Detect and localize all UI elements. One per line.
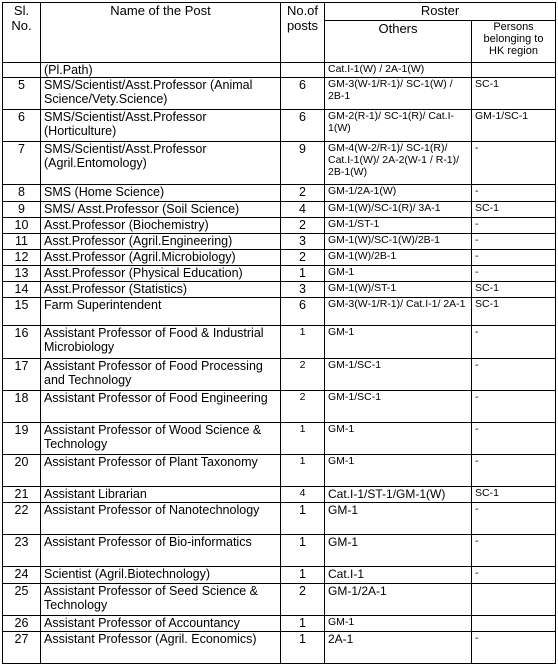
cell-roster-others: GM-1/SC-1 — [325, 359, 472, 391]
cell-sl-no: 15 — [3, 298, 41, 326]
table-row — [3, 282, 556, 298]
cell-no-of-posts: 6 — [281, 110, 325, 142]
cell-post-name: Assistant Professor of Food Processing and Technology — [41, 359, 281, 391]
cell-roster-others: GM-1/2A-1(W) — [325, 185, 472, 202]
cell-roster-others: GM-1 — [325, 535, 472, 567]
cell-hk-region — [472, 63, 556, 78]
cell-roster-others: GM-1(W)/ST-1 — [325, 282, 472, 298]
cell-sl-no: 13 — [3, 266, 41, 282]
cell-no-of-posts: 2 — [281, 391, 325, 423]
cell-no-of-posts: 2 — [281, 250, 325, 266]
cell-hk-region: - — [472, 359, 556, 391]
cell-hk-region: - — [472, 391, 556, 423]
cell-sl-no: 20 — [3, 455, 41, 487]
cell-hk-region — [472, 616, 556, 632]
cell-sl-no: 12 — [3, 250, 41, 266]
cell-roster-others: GM-1 — [325, 326, 472, 359]
table-row — [3, 185, 556, 202]
table-body — [3, 63, 556, 664]
cell-no-of-posts: 4 — [281, 202, 325, 218]
cell-hk-region: SC-1 — [472, 487, 556, 503]
cell-no-of-posts: 1 — [281, 326, 325, 359]
cell-roster-others: Cat.I-1(W) / 2A-1(W) — [325, 63, 472, 78]
cell-sl-no: 14 — [3, 282, 41, 298]
cell-no-of-posts: 3 — [281, 282, 325, 298]
cell-no-of-posts: 1 — [281, 455, 325, 487]
cell-hk-region: - — [472, 250, 556, 266]
table-row — [3, 218, 556, 234]
cell-roster-others: GM-2(R-1)/ SC-1(R)/ Cat.I-1(W) — [325, 110, 472, 142]
cell-sl-no: 26 — [3, 616, 41, 632]
header-sl-no: Sl. No. — [3, 3, 41, 63]
cell-no-of-posts: 6 — [281, 298, 325, 326]
table-header — [3, 3, 556, 63]
cell-hk-region: SC-1 — [472, 78, 556, 110]
table-row — [3, 359, 556, 391]
cell-hk-region: - — [472, 234, 556, 250]
cell-post-name: Asst.Professor (Statistics) — [41, 282, 281, 298]
cell-hk-region: - — [472, 423, 556, 455]
cell-roster-others: GM-1(W)/SC-1(R)/ 3A-1 — [325, 202, 472, 218]
cell-post-name: Assistant Professor of Bio-informatics — [41, 535, 281, 567]
cell-no-of-posts: 1 — [281, 567, 325, 584]
table-row — [3, 616, 556, 632]
cell-hk-region: - — [472, 266, 556, 282]
cell-hk-region: - — [472, 218, 556, 234]
cell-hk-region: SC-1 — [472, 282, 556, 298]
cell-no-of-posts: 1 — [281, 503, 325, 535]
cell-post-name: Farm Superintendent — [41, 298, 281, 326]
cell-no-of-posts: 2 — [281, 185, 325, 202]
cell-sl-no: 7 — [3, 142, 41, 185]
cell-post-name: Asst.Professor (Agril.Engineering) — [41, 234, 281, 250]
table-row — [3, 250, 556, 266]
table-row — [3, 326, 556, 359]
cell-no-of-posts: 2 — [281, 359, 325, 391]
table-row — [3, 391, 556, 423]
cell-hk-region: - — [472, 632, 556, 664]
cell-post-name: Assistant Professor of Accountancy — [41, 616, 281, 632]
cell-sl-no: 17 — [3, 359, 41, 391]
cell-no-of-posts: 2 — [281, 218, 325, 234]
cell-no-of-posts: 6 — [281, 78, 325, 110]
table-row — [3, 503, 556, 535]
cell-hk-region: - — [472, 142, 556, 185]
cell-sl-no: 22 — [3, 503, 41, 535]
cell-sl-no: 27 — [3, 632, 41, 664]
table-row — [3, 584, 556, 616]
cell-post-name: Assistant Professor of Food & Industrial Microbiology — [41, 326, 281, 359]
cell-roster-others: GM-1(W)/2B-1 — [325, 250, 472, 266]
cell-roster-others: GM-1 — [325, 503, 472, 535]
cell-post-name: SMS/ Asst.Professor (Soil Science) — [41, 202, 281, 218]
cell-sl-no: 8 — [3, 185, 41, 202]
header-others: Others — [325, 21, 472, 63]
cell-roster-others: 2A-1 — [325, 632, 472, 664]
cell-roster-others: GM-4(W-2/R-1)/ SC-1(R)/ Cat.I-1(W)/ 2A-2(W-1 / R-1)/ 2B-1(W) — [325, 142, 472, 185]
cell-post-name: (Pl.Path) — [41, 63, 281, 78]
table-row — [3, 423, 556, 455]
cell-roster-others: Cat.I-1/ST-1/GM-1(W) — [325, 487, 472, 503]
table-row — [3, 202, 556, 218]
cell-post-name: Assistant Professor of Food Engineering — [41, 391, 281, 423]
cell-hk-region — [472, 584, 556, 616]
cell-no-of-posts: 1 — [281, 616, 325, 632]
cell-post-name: Assistant Professor of Nanotechnology — [41, 503, 281, 535]
cell-post-name: Asst.Professor (Biochemistry) — [41, 218, 281, 234]
cell-post-name: Assistant Librarian — [41, 487, 281, 503]
cell-sl-no: 19 — [3, 423, 41, 455]
table-row — [3, 632, 556, 664]
cell-sl-no: 18 — [3, 391, 41, 423]
cell-sl-no: 23 — [3, 535, 41, 567]
cell-no-of-posts: 1 — [281, 632, 325, 664]
table-row — [3, 142, 556, 185]
cell-no-of-posts — [281, 63, 325, 78]
cell-hk-region: - — [472, 567, 556, 584]
table-row — [3, 266, 556, 282]
header-hk-region: Persons belonging to HK region — [472, 21, 556, 63]
cell-hk-region: - — [472, 455, 556, 487]
header-name-of-post: Name of the Post — [41, 3, 281, 63]
cell-sl-no: 24 — [3, 567, 41, 584]
header-roster: Roster — [325, 3, 556, 21]
table-row — [3, 234, 556, 250]
cell-sl-no: 5 — [3, 78, 41, 110]
table-row — [3, 487, 556, 503]
cell-sl-no: 9 — [3, 202, 41, 218]
cell-roster-others: GM-1 — [325, 616, 472, 632]
cell-post-name: Assistant Professor of Seed Science & Technology — [41, 584, 281, 616]
cell-roster-others: GM-1 — [325, 423, 472, 455]
cell-roster-others: GM-1/2A-1 — [325, 584, 472, 616]
cell-post-name: Scientist (Agril.Biotechnology) — [41, 567, 281, 584]
cell-post-name: SMS/Scientist/Asst.Professor (Agril.Entomology) — [41, 142, 281, 185]
cell-post-name: Assistant Professor (Agril. Economics) — [41, 632, 281, 664]
table-row — [3, 298, 556, 326]
cell-hk-region: GM-1/SC-1 — [472, 110, 556, 142]
cell-post-name: Assistant Professor of Plant Taxonomy — [41, 455, 281, 487]
cell-sl-no: 25 — [3, 584, 41, 616]
roster-table — [2, 2, 556, 664]
cell-sl-no: 11 — [3, 234, 41, 250]
table-row — [3, 455, 556, 487]
cell-hk-region: SC-1 — [472, 202, 556, 218]
header-no-of-posts: No.of posts — [281, 3, 325, 63]
cell-roster-others: GM-1/SC-1 — [325, 391, 472, 423]
cell-no-of-posts: 2 — [281, 584, 325, 616]
cell-post-name: Asst.Professor (Agril.Microbiology) — [41, 250, 281, 266]
cell-roster-others: GM-3(W-1/R-1)/ Cat.I-1/ 2A-1 — [325, 298, 472, 326]
cell-hk-region: - — [472, 326, 556, 359]
cell-post-name: Asst.Professor (Physical Education) — [41, 266, 281, 282]
cell-hk-region: - — [472, 503, 556, 535]
cell-post-name: SMS (Home Science) — [41, 185, 281, 202]
cell-post-name: SMS/Scientist/Asst.Professor (Animal Science/Vety.Science) — [41, 78, 281, 110]
cell-roster-others: GM-1(W)/SC-1(W)/2B-1 — [325, 234, 472, 250]
cell-roster-others: GM-1/ST-1 — [325, 218, 472, 234]
cell-no-of-posts: 1 — [281, 266, 325, 282]
cell-post-name: Assistant Professor of Wood Science & Technology — [41, 423, 281, 455]
cell-roster-others: Cat.I-1 — [325, 567, 472, 584]
table-row — [3, 63, 556, 78]
cell-no-of-posts: 1 — [281, 423, 325, 455]
cell-sl-no: 10 — [3, 218, 41, 234]
cell-roster-others: GM-3(W-1/R-1)/ SC-1(W) / 2B-1 — [325, 78, 472, 110]
cell-hk-region: - — [472, 535, 556, 567]
cell-sl-no: 16 — [3, 326, 41, 359]
cell-no-of-posts: 3 — [281, 234, 325, 250]
cell-roster-others: GM-1 — [325, 455, 472, 487]
cell-hk-region: - — [472, 185, 556, 202]
table-row — [3, 78, 556, 110]
table-row — [3, 110, 556, 142]
cell-no-of-posts: 4 — [281, 487, 325, 503]
table-row — [3, 567, 556, 584]
cell-sl-no: 6 — [3, 110, 41, 142]
cell-post-name: SMS/Scientist/Asst.Professor (Horticulture) — [41, 110, 281, 142]
cell-no-of-posts: 1 — [281, 535, 325, 567]
cell-sl-no: 21 — [3, 487, 41, 503]
cell-no-of-posts: 9 — [281, 142, 325, 185]
cell-roster-others: GM-1 — [325, 266, 472, 282]
cell-hk-region: SC-1 — [472, 298, 556, 326]
cell-sl-no — [3, 63, 41, 78]
table-row — [3, 535, 556, 567]
